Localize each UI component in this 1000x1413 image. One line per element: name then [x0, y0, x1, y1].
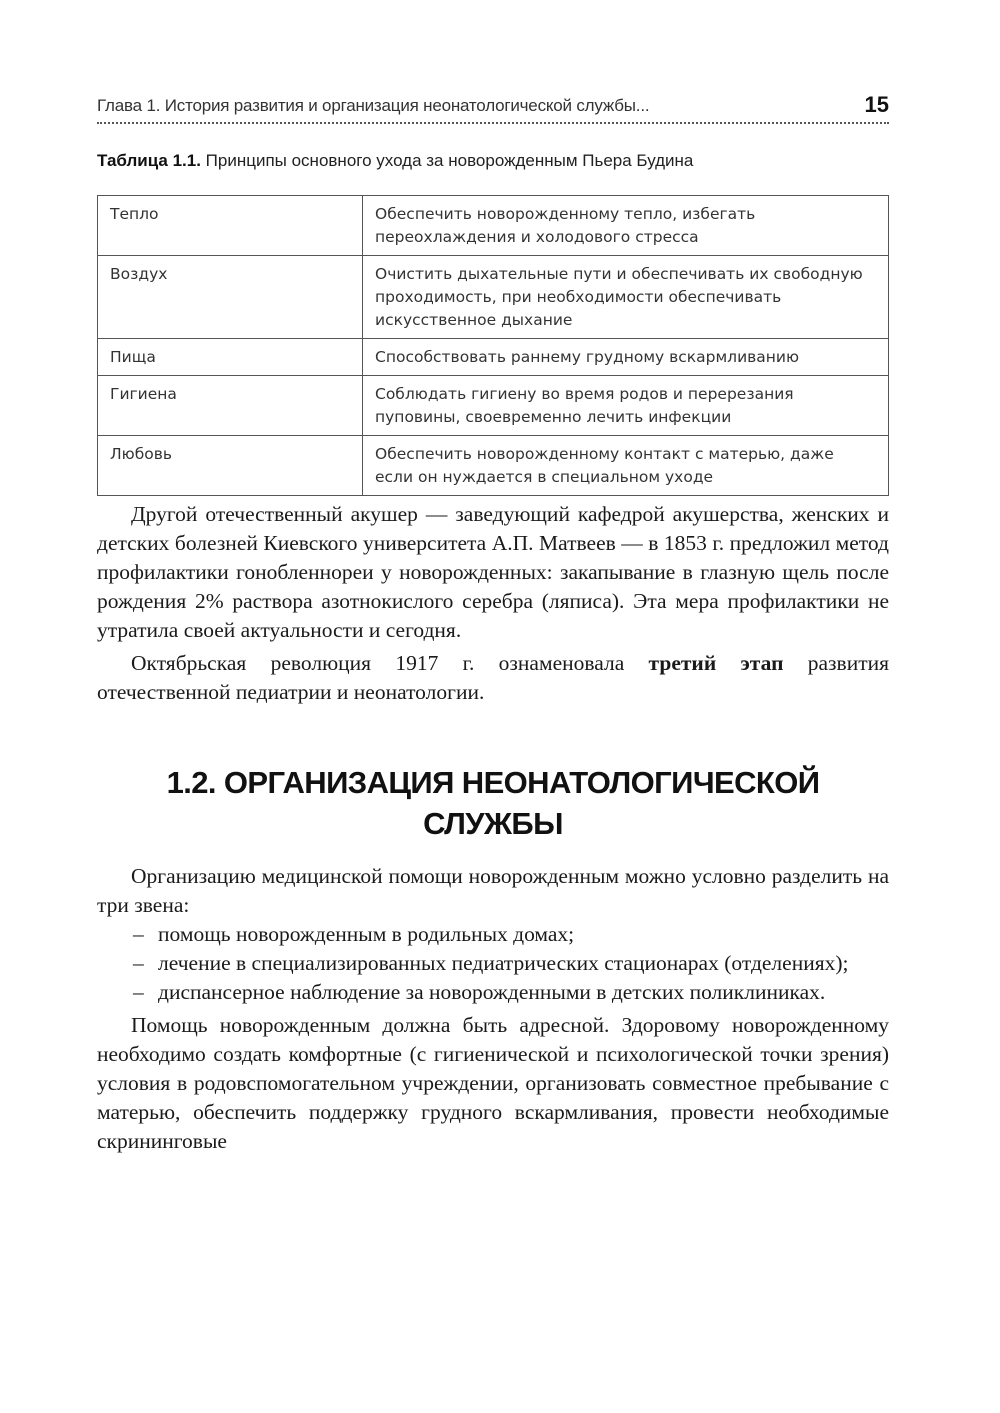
section-heading-line-1: 1.2. ОРГАНИЗАЦИЯ НЕОНАТОЛОГИЧЕСКОЙ — [166, 765, 820, 800]
page-header — [97, 92, 889, 124]
table-caption-text: Принципы основного ухода за новорожденным Пьера Будина — [200, 151, 694, 170]
table-caption-label: Таблица 1.1. — [97, 151, 201, 170]
description-cell: Способствовать раннему грудному вскармливанию — [363, 339, 889, 376]
table-row — [98, 436, 889, 496]
paragraph-revolution-start: Октябрьская революция 1917 г. ознаменовала — [131, 651, 649, 675]
principle-cell: Гигиена — [98, 376, 363, 436]
principle-cell: Пища — [98, 339, 363, 376]
list-dash: – — [133, 980, 144, 1004]
principles-table — [97, 195, 889, 496]
list-dash: – — [133, 951, 144, 975]
body-text-lower — [97, 862, 889, 1156]
description-cell: Соблюдать гигиену во время родов и перерезания пуповины, своевременно лечить инфекции — [363, 376, 889, 436]
paragraph-revolution-end: развития отечественной педиатрии и неонатологии. — [97, 651, 889, 704]
care-levels-list — [97, 920, 889, 1007]
principle-cell: Воздух — [98, 256, 363, 339]
description-cell: Обеспечить новорожденному контакт с матерью, даже если он нуждается в специальном уходе — [363, 436, 889, 496]
body-text-upper — [97, 500, 889, 707]
principle-cell: Любовь — [98, 436, 363, 496]
page-number: 15 — [864, 92, 889, 117]
header-dotted-rule — [97, 122, 889, 124]
list-item-text: диспансерное наблюдение за новорожденными в детских поликлиниках. — [158, 980, 826, 1004]
table-row — [98, 339, 889, 376]
list-item — [97, 978, 889, 1007]
running-title: Глава 1. История развития и организация неонатологической службы... — [97, 96, 650, 115]
list-item — [97, 920, 889, 949]
list-dash: – — [133, 922, 144, 946]
list-item-text: лечение в специализированных педиатрических стационарах (отделениях); — [158, 951, 849, 975]
section-heading-line-2: СЛУЖБЫ — [423, 806, 563, 841]
table-row — [98, 376, 889, 436]
list-item-text: помощь новорожденным в родильных домах; — [158, 922, 575, 946]
paragraph-revolution-bold: третий этап — [648, 651, 784, 675]
description-cell: Обеспечить новорожденному тепло, избегать переохлаждения и холодового стресса — [363, 196, 889, 256]
section-heading — [97, 762, 889, 844]
description-cell: Очистить дыхательные пути и обеспечивать их свободную проходимость, при необходимости обеспечивать искусственное дыхание — [363, 256, 889, 339]
paragraph-intro: Организацию медицинской помощи новорожденным можно условно разделить на три звена: — [97, 864, 889, 917]
paragraph-revolution — [97, 649, 889, 707]
table-caption — [97, 151, 693, 171]
table-row — [98, 256, 889, 339]
table-row — [98, 196, 889, 256]
paragraph-targeted-care: Помощь новорожденным должна быть адресной. Здоровому новорожденному необходимо создать комфортные (с гигиенической и психологической точки зрения) условия в родовспомогательном учреждении, организовать совместное пребывание с матерью, обеспечить поддержку грудного вскармливания, провести необходимые скрининговые — [97, 1013, 889, 1153]
list-item — [97, 949, 889, 978]
principle-cell: Тепло — [98, 196, 363, 256]
paragraph-matveev: Другой отечественный акушер — заведующий кафедрой акушерства, женских и детских болезней Киевского университета А.П. Матвеев — в 1853 г. предложил метод профилактики гонобленнореи у новорожденных: закапывание в глазную щель после рождения 2% раствора азотнокислого серебра (ляписа). Эта мера профилактики не утратила своей актуальности и сегодня. — [97, 502, 889, 642]
